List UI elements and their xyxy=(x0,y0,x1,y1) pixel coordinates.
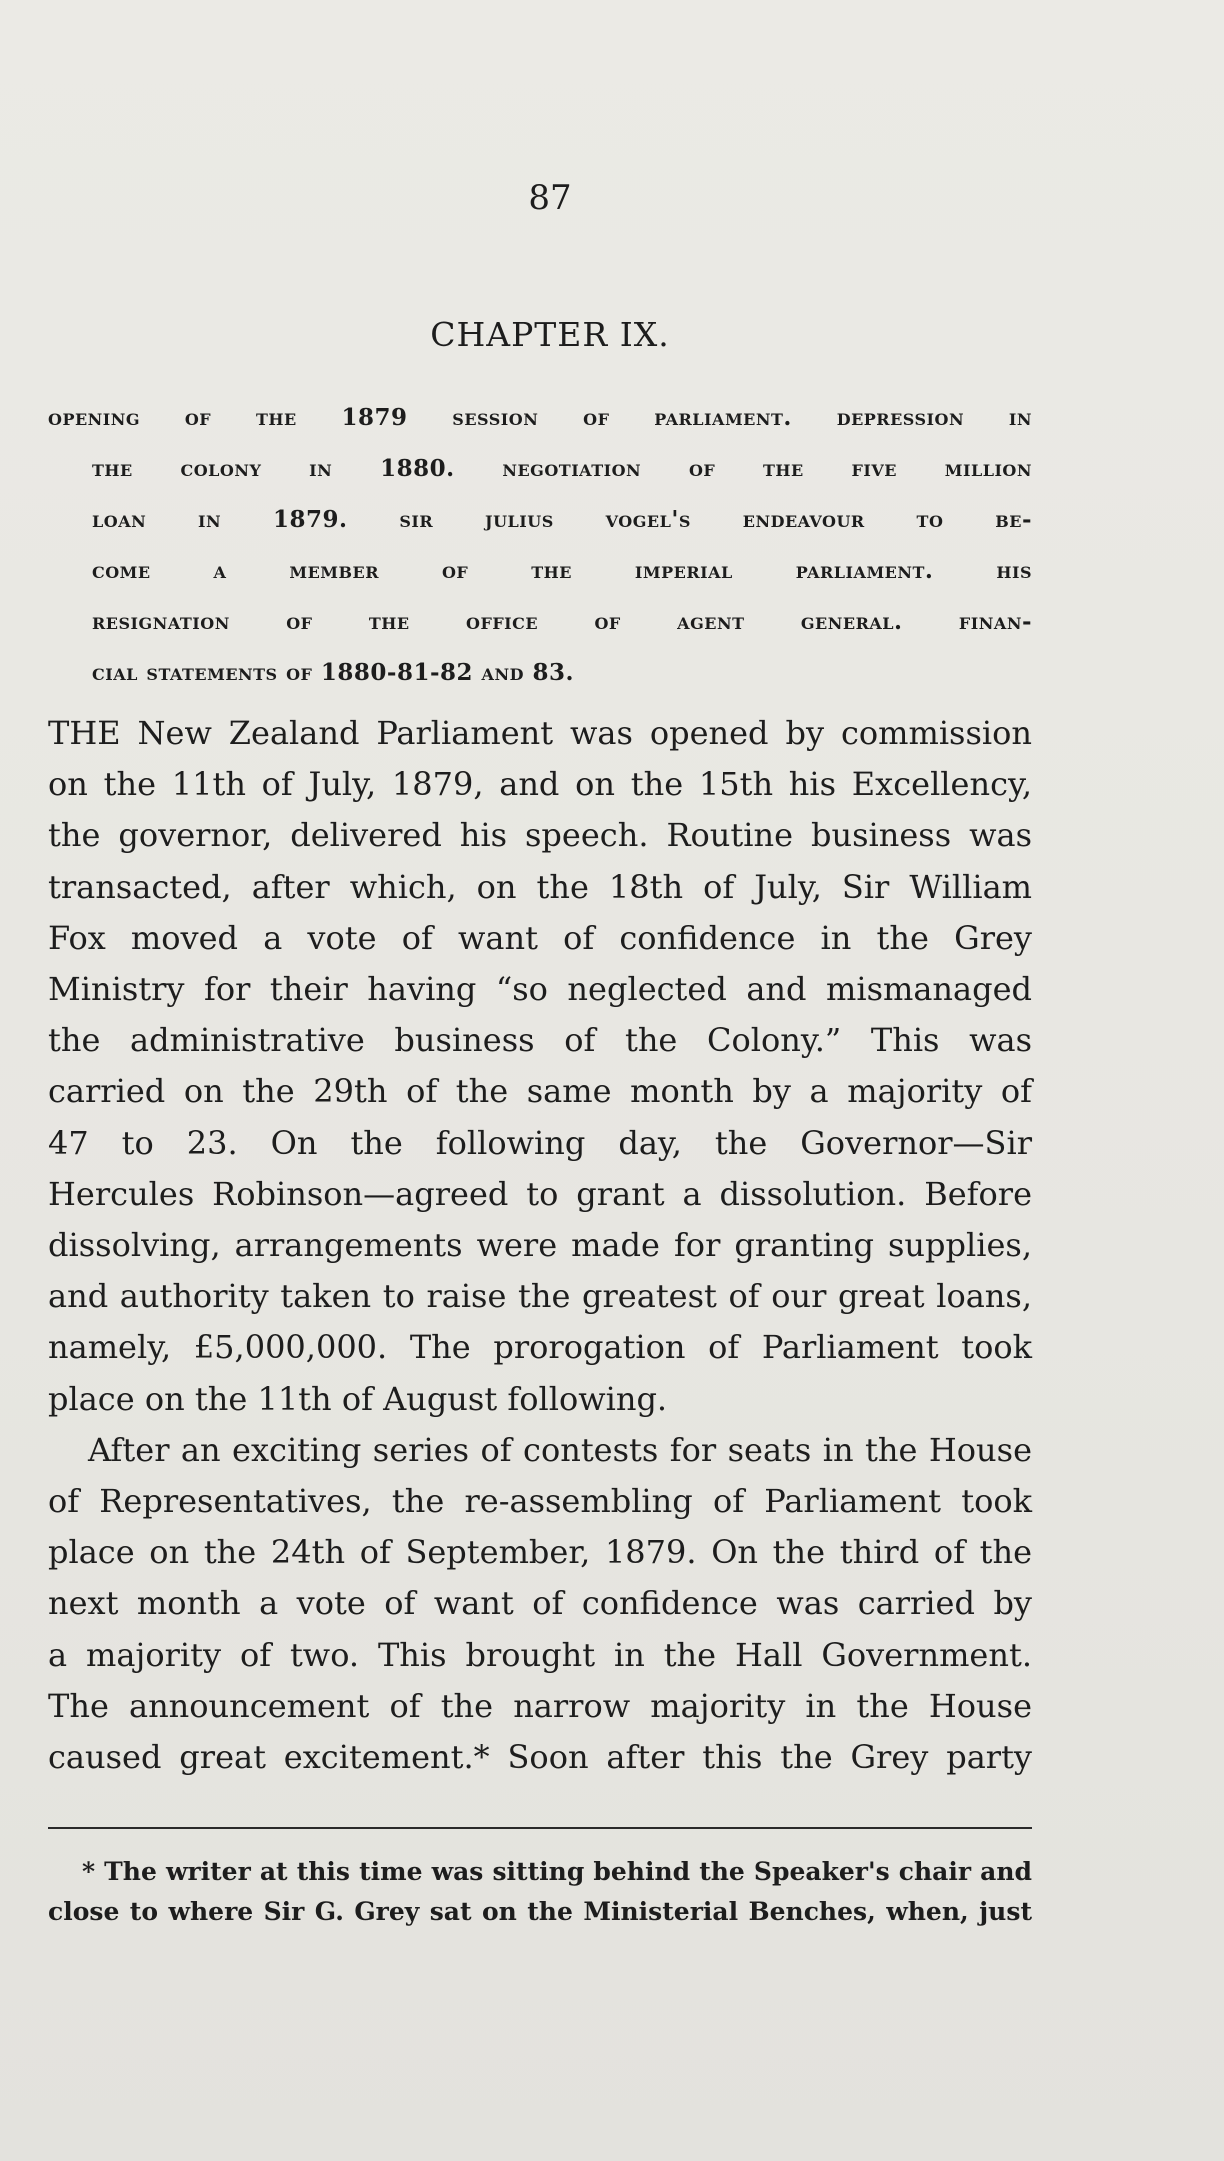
body-line: and authority taken to raise the greatest of our great loans, xyxy=(48,1277,1032,1316)
synopsis-line: come a member of the imperial parliament. his xyxy=(92,557,1032,584)
footnote-line: close to where Sir G. Grey sat on the Ministerial Benches, when, just xyxy=(48,1897,1032,1926)
body-line: transacted, after which, on the 18th of July, Sir William xyxy=(48,867,1032,906)
footnote xyxy=(48,1852,1032,1932)
body-line: Fox moved a vote of want of confidence in the Grey xyxy=(48,918,1032,957)
synopsis-line: opening of the 1879 session of parliament. depression in xyxy=(48,404,1032,431)
body-text xyxy=(48,708,1032,1783)
body-line: 47 to 23. On the following day, the Governor—Sir xyxy=(48,1123,1032,1162)
footnote-divider xyxy=(48,1827,1032,1829)
body-line: place on the 11th of August following. xyxy=(48,1379,668,1418)
body-line: The announcement of the narrow majority in the House xyxy=(48,1686,1032,1725)
chapter-synopsis xyxy=(48,392,1032,698)
body-line: namely, £5,000,000. The prorogation of Parliament took xyxy=(48,1328,1032,1367)
body-line: next month a vote of want of confidence was carried by xyxy=(48,1584,1032,1623)
synopsis-line: resignation of the office of agent general. finan- xyxy=(92,608,1032,635)
synopsis-line: loan in 1879. sir julius vogel's endeavour to be- xyxy=(92,506,1032,533)
body-line: Hercules Robinson—agreed to grant a dissolution. Before xyxy=(48,1174,1032,1213)
body-line: Ministry for their having “so neglected and mismanaged xyxy=(48,970,1032,1009)
body-line: dissolving, arrangements were made for granting supplies, xyxy=(48,1226,1032,1265)
footnote-line: * The writer at this time was sitting behind the Speaker's chair and xyxy=(82,1857,1032,1886)
body-line: the administrative business of the Colony.” This was xyxy=(48,1021,1032,1060)
body-line: of Representatives, the re-assembling of Parliament took xyxy=(48,1482,1032,1521)
page-number: 87 xyxy=(528,178,572,218)
body-line: the governor, delivered his speech. Routine business was xyxy=(48,816,1032,855)
body-line: caused great excitement.* Soon after this the Grey party xyxy=(48,1738,1032,1777)
body-line: carried on the 29th of the same month by a majority of xyxy=(48,1072,1032,1111)
body-line: THE New Zealand Parliament was opened by commission xyxy=(48,714,1032,752)
body-line: on the 11th of July, 1879, and on the 15th his Excellency, xyxy=(48,765,1032,804)
chapter-title: CHAPTER IX. xyxy=(430,315,670,354)
synopsis-line: cial statements of 1880-81-82 and 83. xyxy=(92,659,574,686)
synopsis-line: the colony in 1880. negotiation of the five million xyxy=(92,455,1032,482)
body-line: place on the 24th of September, 1879. On the third of the xyxy=(48,1533,1032,1572)
body-line: After an exciting series of contests for seats in the House xyxy=(88,1430,1032,1469)
body-line: a majority of two. This brought in the Hall Government. xyxy=(48,1635,1032,1674)
